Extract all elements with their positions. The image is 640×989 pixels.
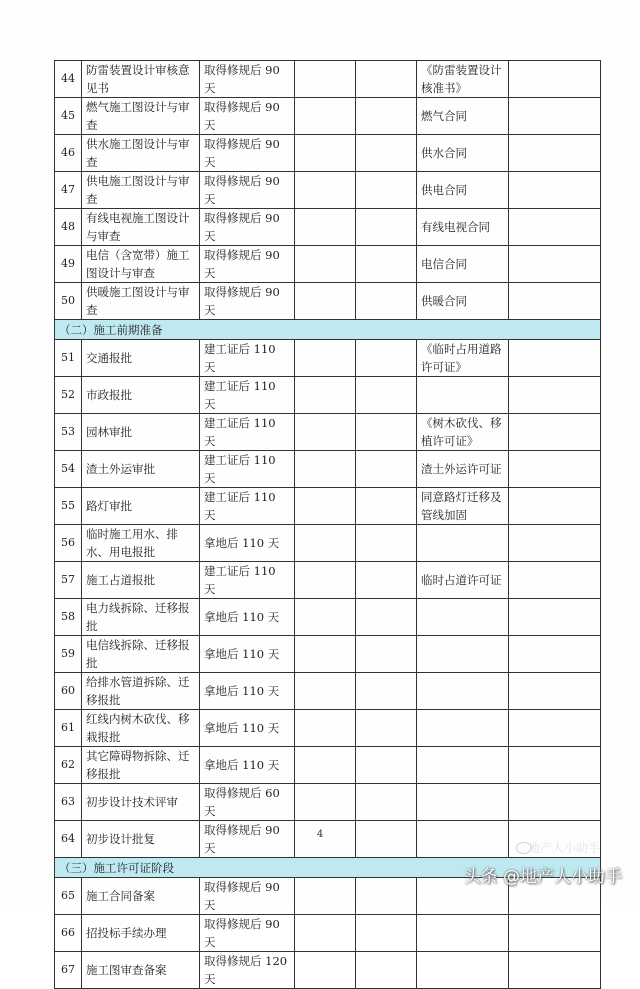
row-blank-cell xyxy=(356,878,417,915)
row-time-limit: 拿地后 110 天 xyxy=(200,636,295,673)
row-number: 56 xyxy=(55,525,82,562)
row-item: 电信（含宽带）施工图设计与审查 xyxy=(82,246,200,283)
row-remark-cell xyxy=(509,636,601,673)
row-item: 给排水管道拆除、迁移报批 xyxy=(82,673,200,710)
table-body-construction-prep xyxy=(55,340,601,858)
row-blank-cell xyxy=(295,283,356,320)
table-row xyxy=(55,414,601,451)
row-remark-cell xyxy=(509,451,601,488)
row-remark-cell xyxy=(509,562,601,599)
row-remark-cell xyxy=(509,172,601,209)
row-document: 《临时占用道路许可证》 xyxy=(417,340,509,377)
table-row xyxy=(55,451,601,488)
row-number: 60 xyxy=(55,673,82,710)
row-number: 47 xyxy=(55,172,82,209)
row-time-limit: 取得修规后 90 天 xyxy=(200,821,295,858)
row-document xyxy=(417,915,509,952)
row-blank-cell xyxy=(356,784,417,821)
row-number: 53 xyxy=(55,414,82,451)
row-blank-cell xyxy=(295,710,356,747)
section-title-permit-stage: （三）施工许可证阶段 xyxy=(55,858,601,878)
table-row xyxy=(55,784,601,821)
table-row xyxy=(55,61,601,98)
table-row xyxy=(55,952,601,989)
row-number: 64 xyxy=(55,821,82,858)
row-blank-cell xyxy=(295,747,356,784)
row-number: 58 xyxy=(55,599,82,636)
row-document xyxy=(417,599,509,636)
row-item: 施工图审查备案 xyxy=(82,952,200,989)
table-row xyxy=(55,747,601,784)
table-body-permit-stage xyxy=(55,878,601,989)
row-time-limit: 建工证后 110 天 xyxy=(200,414,295,451)
table-row xyxy=(55,488,601,525)
row-blank-cell xyxy=(295,377,356,414)
table-row xyxy=(55,283,601,320)
row-blank-cell xyxy=(356,451,417,488)
row-time-limit: 拿地后 110 天 xyxy=(200,525,295,562)
table-body-design xyxy=(55,61,601,320)
row-document xyxy=(417,636,509,673)
row-document: 同意路灯迁移及管线加固 xyxy=(417,488,509,525)
row-blank-cell xyxy=(295,98,356,135)
row-remark-cell xyxy=(509,952,601,989)
row-blank-cell xyxy=(295,488,356,525)
row-number: 46 xyxy=(55,135,82,172)
row-document xyxy=(417,710,509,747)
row-document: 《树木砍伐、移植许可证》 xyxy=(417,414,509,451)
row-number: 66 xyxy=(55,915,82,952)
row-number: 62 xyxy=(55,747,82,784)
row-blank-cell xyxy=(356,562,417,599)
row-blank-cell xyxy=(295,952,356,989)
row-item: 交通报批 xyxy=(82,340,200,377)
row-blank-cell xyxy=(356,61,417,98)
row-remark-cell xyxy=(509,98,601,135)
row-blank-cell xyxy=(356,209,417,246)
row-time-limit: 取得修规后 90 天 xyxy=(200,135,295,172)
row-blank-cell xyxy=(356,710,417,747)
row-remark-cell xyxy=(509,340,601,377)
row-item: 供水施工图设计与审查 xyxy=(82,135,200,172)
row-number: 52 xyxy=(55,377,82,414)
row-number: 44 xyxy=(55,61,82,98)
table-row xyxy=(55,135,601,172)
table-row xyxy=(55,209,601,246)
row-number: 48 xyxy=(55,209,82,246)
row-blank-cell xyxy=(295,209,356,246)
row-item: 电力线拆除、迁移报批 xyxy=(82,599,200,636)
row-document: 渣土外运许可证 xyxy=(417,451,509,488)
table-row xyxy=(55,172,601,209)
row-blank-cell xyxy=(356,246,417,283)
row-blank-cell xyxy=(295,61,356,98)
row-blank-cell xyxy=(356,599,417,636)
row-time-limit: 取得修规后 90 天 xyxy=(200,172,295,209)
row-blank-cell xyxy=(295,172,356,209)
section-title-construction-prep: （二）施工前期准备 xyxy=(55,320,601,340)
row-number: 67 xyxy=(55,952,82,989)
row-blank-cell xyxy=(356,135,417,172)
row-document xyxy=(417,952,509,989)
row-remark-cell xyxy=(509,488,601,525)
row-remark-cell xyxy=(509,246,601,283)
row-item: 初步设计技术评审 xyxy=(82,784,200,821)
row-number: 57 xyxy=(55,562,82,599)
row-blank-cell xyxy=(356,488,417,525)
row-document xyxy=(417,377,509,414)
row-blank-cell xyxy=(356,915,417,952)
row-item: 园林审批 xyxy=(82,414,200,451)
row-time-limit: 取得修规后 90 天 xyxy=(200,915,295,952)
row-blank-cell xyxy=(356,283,417,320)
row-time-limit: 建工证后 110 天 xyxy=(200,340,295,377)
row-blank-cell xyxy=(295,636,356,673)
row-blank-cell xyxy=(356,414,417,451)
row-blank-cell xyxy=(295,599,356,636)
row-time-limit: 取得修规后 90 天 xyxy=(200,98,295,135)
row-time-limit: 拿地后 110 天 xyxy=(200,710,295,747)
row-remark-cell xyxy=(509,525,601,562)
row-item: 招投标手续办理 xyxy=(82,915,200,952)
row-number: 49 xyxy=(55,246,82,283)
row-remark-cell xyxy=(509,283,601,320)
table-row xyxy=(55,340,601,377)
row-remark-cell xyxy=(509,414,601,451)
row-time-limit: 取得修规后 60 天 xyxy=(200,784,295,821)
row-item: 市政报批 xyxy=(82,377,200,414)
table-row xyxy=(55,599,601,636)
row-time-limit: 拿地后 110 天 xyxy=(200,599,295,636)
table-row xyxy=(55,98,601,135)
row-blank-cell xyxy=(295,451,356,488)
watermark-text: 头条 @地产人小助手 xyxy=(463,867,622,887)
row-time-limit: 取得修规后 90 天 xyxy=(200,246,295,283)
row-number: 45 xyxy=(55,98,82,135)
row-number: 51 xyxy=(55,340,82,377)
row-document: 供电合同 xyxy=(417,172,509,209)
row-blank-cell xyxy=(356,673,417,710)
row-blank-cell xyxy=(295,784,356,821)
row-remark-cell xyxy=(509,599,601,636)
row-item: 有线电视施工图设计与审查 xyxy=(82,209,200,246)
row-document xyxy=(417,673,509,710)
row-time-limit: 建工证后 110 天 xyxy=(200,377,295,414)
row-number: 63 xyxy=(55,784,82,821)
table-row xyxy=(55,636,601,673)
row-item: 渣土外运审批 xyxy=(82,451,200,488)
row-blank-cell xyxy=(356,636,417,673)
row-blank-cell xyxy=(295,915,356,952)
row-item: 供暖施工图设计与审查 xyxy=(82,283,200,320)
table-row xyxy=(55,246,601,283)
row-remark-cell xyxy=(509,784,601,821)
row-blank-cell xyxy=(356,747,417,784)
row-blank-cell xyxy=(356,340,417,377)
row-item: 燃气施工图设计与审查 xyxy=(82,98,200,135)
row-time-limit: 拿地后 110 天 xyxy=(200,673,295,710)
row-time-limit: 取得修规后 90 天 xyxy=(200,878,295,915)
row-item: 电信线拆除、迁移报批 xyxy=(82,636,200,673)
row-remark-cell xyxy=(509,710,601,747)
table-row xyxy=(55,562,601,599)
row-document: 供水合同 xyxy=(417,135,509,172)
row-blank-cell xyxy=(295,135,356,172)
row-time-limit: 建工证后 110 天 xyxy=(200,562,295,599)
row-document: 《防雷装置设计核准书》 xyxy=(417,61,509,98)
row-number: 55 xyxy=(55,488,82,525)
row-blank-cell xyxy=(356,172,417,209)
row-blank-cell xyxy=(295,414,356,451)
row-document xyxy=(417,784,509,821)
row-number: 54 xyxy=(55,451,82,488)
row-document: 有线电视合同 xyxy=(417,209,509,246)
row-blank-cell xyxy=(356,98,417,135)
row-remark-cell xyxy=(509,61,601,98)
row-time-limit: 取得修规后 90 天 xyxy=(200,61,295,98)
row-remark-cell xyxy=(509,747,601,784)
row-blank-cell xyxy=(356,377,417,414)
row-time-limit: 建工证后 110 天 xyxy=(200,488,295,525)
row-time-limit: 建工证后 110 天 xyxy=(200,451,295,488)
row-item: 施工合同备案 xyxy=(82,878,200,915)
row-document: 燃气合同 xyxy=(417,98,509,135)
row-time-limit: 取得修规后 120 天 xyxy=(200,952,295,989)
table-row xyxy=(55,525,601,562)
row-time-limit: 拿地后 110 天 xyxy=(200,747,295,784)
row-blank-cell xyxy=(295,340,356,377)
section-header-row xyxy=(55,320,601,340)
row-blank-cell xyxy=(295,525,356,562)
row-number: 50 xyxy=(55,283,82,320)
row-document: 电信合同 xyxy=(417,246,509,283)
row-time-limit: 取得修规后 90 天 xyxy=(200,209,295,246)
table-row xyxy=(55,377,601,414)
row-blank-cell xyxy=(295,246,356,283)
row-number: 61 xyxy=(55,710,82,747)
watermark-faint-text: 地产人小助手 xyxy=(527,841,600,855)
table-row xyxy=(55,710,601,747)
row-remark-cell xyxy=(509,673,601,710)
table-row xyxy=(55,915,601,952)
row-blank-cell xyxy=(356,952,417,989)
row-blank-cell xyxy=(295,673,356,710)
row-blank-cell xyxy=(295,562,356,599)
row-time-limit: 取得修规后 90 天 xyxy=(200,283,295,320)
row-document: 临时占道许可证 xyxy=(417,562,509,599)
row-item: 防雷装置设计审核意见书 xyxy=(82,61,200,98)
row-item: 施工占道报批 xyxy=(82,562,200,599)
row-blank-cell xyxy=(356,525,417,562)
row-item: 其它障碍物拆除、迁移报批 xyxy=(82,747,200,784)
row-item: 临时施工用水、排水、用电报批 xyxy=(82,525,200,562)
row-remark-cell xyxy=(509,135,601,172)
row-item: 红线内树木砍伐、移栽报批 xyxy=(82,710,200,747)
row-number: 59 xyxy=(55,636,82,673)
table-row xyxy=(55,673,601,710)
row-number: 65 xyxy=(55,878,82,915)
row-document: 供暖合同 xyxy=(417,283,509,320)
row-document xyxy=(417,747,509,784)
row-item: 供电施工图设计与审查 xyxy=(82,172,200,209)
row-remark-cell xyxy=(509,377,601,414)
row-remark-cell xyxy=(509,915,601,952)
row-item: 路灯审批 xyxy=(82,488,200,525)
row-blank-cell xyxy=(295,878,356,915)
row-item: 初步设计批复 xyxy=(82,821,200,858)
row-remark-cell xyxy=(509,209,601,246)
source-watermark xyxy=(464,862,622,887)
page-number: 4 xyxy=(316,829,324,840)
row-document xyxy=(417,525,509,562)
